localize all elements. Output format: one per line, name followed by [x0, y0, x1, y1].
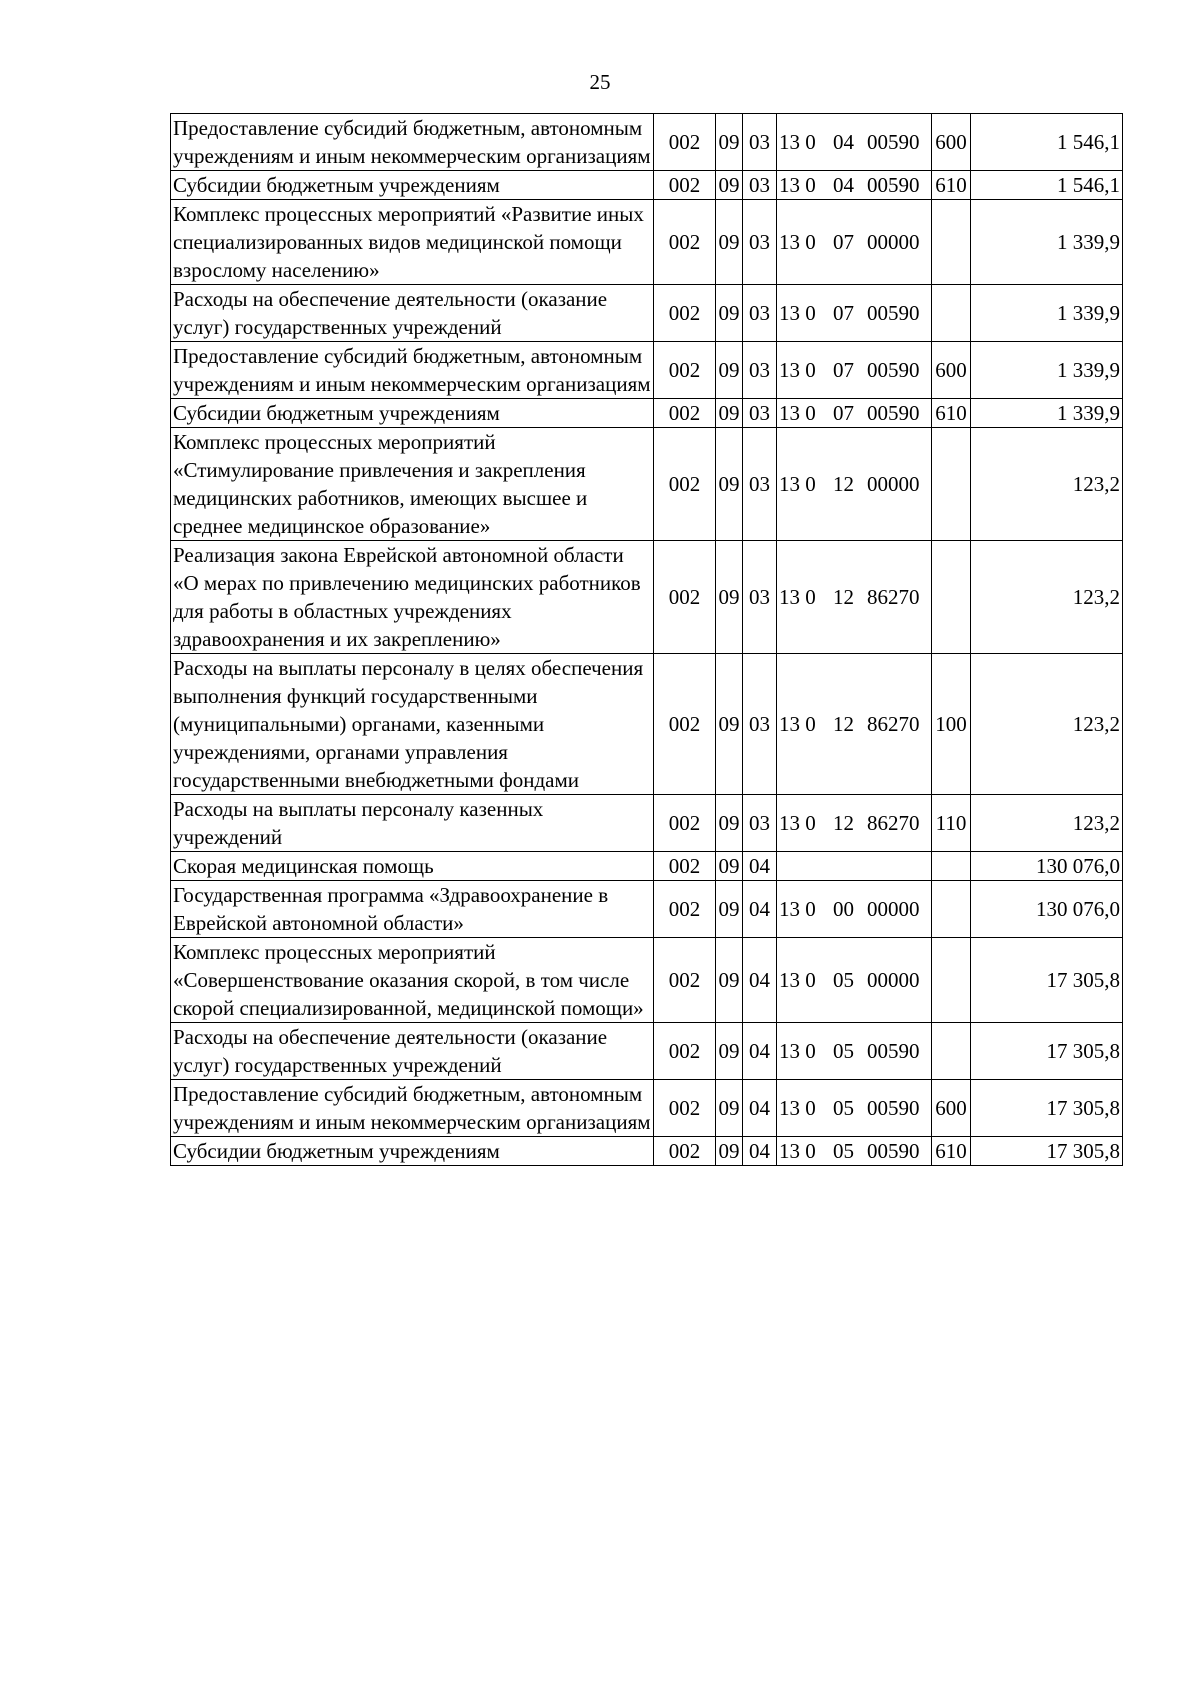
- amount: 123,2: [971, 428, 1123, 541]
- section-code: 09: [716, 285, 743, 342]
- csr-direction: 00590: [867, 1039, 920, 1063]
- target-article-code: [777, 1137, 932, 1166]
- csr-program: 13 0: [779, 1039, 816, 1063]
- csr-program: 13 0: [779, 230, 816, 254]
- subsection-code: 03: [743, 285, 777, 342]
- expense-type-code: 610: [932, 399, 971, 428]
- section-code: 09: [716, 342, 743, 399]
- expense-type-code: [932, 938, 971, 1023]
- amount: 17 305,8: [971, 938, 1123, 1023]
- csr-program: 13 0: [779, 173, 816, 197]
- target-article-code: [777, 852, 932, 881]
- csr-subprogram: 04: [833, 130, 854, 154]
- target-article-code: [777, 428, 932, 541]
- table-row: [171, 541, 1123, 654]
- table-row: [171, 342, 1123, 399]
- expense-name: Субсидии бюджетным учреждениям: [171, 399, 654, 428]
- expense-type-code: 600: [932, 114, 971, 171]
- expense-type-code: 100: [932, 654, 971, 795]
- csr-direction: 00000: [867, 472, 920, 496]
- ministry-code: 002: [654, 852, 716, 881]
- expense-name: Расходы на выплаты персоналу в целях обеспечения выполнения функций государственными (муниципальными) органами, казенными учреждениями, органами управления государственными внебюджетными фондами: [171, 654, 654, 795]
- csr-program: 13 0: [779, 130, 816, 154]
- target-article-code: [777, 171, 932, 200]
- table-row: [171, 654, 1123, 795]
- ministry-code: 002: [654, 399, 716, 428]
- csr-subprogram: 05: [833, 1096, 854, 1120]
- target-article-code: [777, 654, 932, 795]
- expense-name: Реализация закона Еврейской автономной области «О мерах по привлечению медицинских работников для работы в областных учреждениях здравоохранения и их закреплению»: [171, 541, 654, 654]
- expense-name: Комплекс процессных мероприятий «Стимулирование привлечения и закрепления медицинских работников, имеющих высшее и среднее медицинское образование»: [171, 428, 654, 541]
- subsection-code: 04: [743, 881, 777, 938]
- ministry-code: 002: [654, 171, 716, 200]
- expense-type-code: 110: [932, 795, 971, 852]
- budget-table: [170, 113, 1123, 1166]
- ministry-code: 002: [654, 795, 716, 852]
- expense-name: Предоставление субсидий бюджетным, автономным учреждениям и иным некоммерческим организациям: [171, 114, 654, 171]
- target-article-code: [777, 342, 932, 399]
- ministry-code: 002: [654, 1023, 716, 1080]
- amount: 17 305,8: [971, 1080, 1123, 1137]
- amount: 17 305,8: [971, 1023, 1123, 1080]
- table-row: [171, 171, 1123, 200]
- ministry-code: 002: [654, 938, 716, 1023]
- subsection-code: 03: [743, 200, 777, 285]
- section-code: 09: [716, 795, 743, 852]
- expense-type-code: [932, 1023, 971, 1080]
- amount: 1 546,1: [971, 171, 1123, 200]
- amount: 123,2: [971, 654, 1123, 795]
- expense-type-code: 600: [932, 342, 971, 399]
- csr-direction: 00590: [867, 173, 920, 197]
- csr-program: 13 0: [779, 1139, 816, 1163]
- csr-program: 13 0: [779, 897, 816, 921]
- csr-direction: 86270: [867, 712, 920, 736]
- amount: 1 339,9: [971, 200, 1123, 285]
- csr-program: 13 0: [779, 585, 816, 609]
- csr-direction: 00590: [867, 358, 920, 382]
- section-code: 09: [716, 1080, 743, 1137]
- csr-subprogram: 12: [833, 712, 854, 736]
- table-row: [171, 285, 1123, 342]
- csr-program: 13 0: [779, 358, 816, 382]
- csr-program: 13 0: [779, 712, 816, 736]
- amount: 130 076,0: [971, 852, 1123, 881]
- ministry-code: 002: [654, 200, 716, 285]
- target-article-code: [777, 1080, 932, 1137]
- subsection-code: 03: [743, 654, 777, 795]
- ministry-code: 002: [654, 114, 716, 171]
- expense-name: Расходы на обеспечение деятельности (оказание услуг) государственных учреждений: [171, 285, 654, 342]
- table-body: [171, 114, 1123, 1166]
- ministry-code: 002: [654, 285, 716, 342]
- amount: 1 339,9: [971, 285, 1123, 342]
- subsection-code: 03: [743, 541, 777, 654]
- section-code: 09: [716, 1137, 743, 1166]
- table-row: [171, 1023, 1123, 1080]
- expense-type-code: 600: [932, 1080, 971, 1137]
- table-row: [171, 1137, 1123, 1166]
- section-code: 09: [716, 399, 743, 428]
- table-row: [171, 881, 1123, 938]
- subsection-code: 03: [743, 428, 777, 541]
- table-row: [171, 114, 1123, 171]
- target-article-code: [777, 1023, 932, 1080]
- amount: 1 339,9: [971, 399, 1123, 428]
- csr-direction: 00000: [867, 897, 920, 921]
- target-article-code: [777, 114, 932, 171]
- csr-subprogram: 05: [833, 1039, 854, 1063]
- csr-direction: 00000: [867, 230, 920, 254]
- table-row: [171, 852, 1123, 881]
- subsection-code: 03: [743, 114, 777, 171]
- amount: 123,2: [971, 795, 1123, 852]
- table-row: [171, 428, 1123, 541]
- csr-subprogram: 00: [833, 897, 854, 921]
- expense-type-code: [932, 881, 971, 938]
- csr-subprogram: 07: [833, 401, 854, 425]
- section-code: 09: [716, 1023, 743, 1080]
- expense-type-code: [932, 200, 971, 285]
- subsection-code: 04: [743, 1137, 777, 1166]
- csr-subprogram: 12: [833, 585, 854, 609]
- ministry-code: 002: [654, 541, 716, 654]
- section-code: 09: [716, 881, 743, 938]
- csr-subprogram: 07: [833, 358, 854, 382]
- table-row: [171, 399, 1123, 428]
- ministry-code: 002: [654, 342, 716, 399]
- ministry-code: 002: [654, 881, 716, 938]
- expense-name: Расходы на выплаты персоналу казенных учреждений: [171, 795, 654, 852]
- subsection-code: 04: [743, 1023, 777, 1080]
- expense-name: Комплекс процессных мероприятий «Совершенствование оказания скорой, в том числе скорой специализированной, медицинской помощи»: [171, 938, 654, 1023]
- amount: 1 339,9: [971, 342, 1123, 399]
- csr-program: 13 0: [779, 811, 816, 835]
- csr-direction: 00590: [867, 1096, 920, 1120]
- target-article-code: [777, 399, 932, 428]
- table-row: [171, 795, 1123, 852]
- csr-subprogram: 12: [833, 472, 854, 496]
- csr-direction: 86270: [867, 585, 920, 609]
- csr-subprogram: 05: [833, 1139, 854, 1163]
- expense-type-code: 610: [932, 1137, 971, 1166]
- expense-type-code: [932, 541, 971, 654]
- expense-type-code: [932, 428, 971, 541]
- expense-name: Субсидии бюджетным учреждениям: [171, 171, 654, 200]
- csr-subprogram: 07: [833, 301, 854, 325]
- table-row: [171, 1080, 1123, 1137]
- expense-type-code: 610: [932, 171, 971, 200]
- section-code: 09: [716, 200, 743, 285]
- expense-name: Государственная программа «Здравоохранение в Еврейской автономной области»: [171, 881, 654, 938]
- table-row: [171, 200, 1123, 285]
- csr-subprogram: 05: [833, 968, 854, 992]
- target-article-code: [777, 285, 932, 342]
- csr-program: 13 0: [779, 401, 816, 425]
- subsection-code: 03: [743, 399, 777, 428]
- section-code: 09: [716, 114, 743, 171]
- csr-direction: 00000: [867, 968, 920, 992]
- csr-direction: 00590: [867, 301, 920, 325]
- expense-type-code: [932, 285, 971, 342]
- expense-name: Комплекс процессных мероприятий «Развитие иных специализированных видов медицинской помощи взрослому населению»: [171, 200, 654, 285]
- ministry-code: 002: [654, 1137, 716, 1166]
- expense-name: Скорая медицинская помощь: [171, 852, 654, 881]
- csr-program: 13 0: [779, 472, 816, 496]
- ministry-code: 002: [654, 1080, 716, 1137]
- subsection-code: 03: [743, 171, 777, 200]
- page-number: 25: [589, 70, 611, 94]
- subsection-code: 04: [743, 1080, 777, 1137]
- csr-program: 13 0: [779, 1096, 816, 1120]
- expense-type-code: [932, 852, 971, 881]
- target-article-code: [777, 541, 932, 654]
- csr-subprogram: 04: [833, 173, 854, 197]
- target-article-code: [777, 938, 932, 1023]
- expense-name: Расходы на обеспечение деятельности (оказание услуг) государственных учреждений: [171, 1023, 654, 1080]
- section-code: 09: [716, 938, 743, 1023]
- table-row: [171, 938, 1123, 1023]
- amount: 17 305,8: [971, 1137, 1123, 1166]
- amount: 123,2: [971, 541, 1123, 654]
- expense-name: Предоставление субсидий бюджетным, автономным учреждениям и иным некоммерческим организациям: [171, 1080, 654, 1137]
- section-code: 09: [716, 428, 743, 541]
- csr-direction: 00590: [867, 1139, 920, 1163]
- subsection-code: 04: [743, 852, 777, 881]
- csr-direction: 86270: [867, 811, 920, 835]
- section-code: 09: [716, 654, 743, 795]
- subsection-code: 03: [743, 342, 777, 399]
- section-code: 09: [716, 852, 743, 881]
- amount: 130 076,0: [971, 881, 1123, 938]
- csr-direction: 00590: [867, 401, 920, 425]
- csr-direction: 00590: [867, 130, 920, 154]
- target-article-code: [777, 795, 932, 852]
- ministry-code: 002: [654, 428, 716, 541]
- section-code: 09: [716, 171, 743, 200]
- section-code: 09: [716, 541, 743, 654]
- expense-name: Предоставление субсидий бюджетным, автономным учреждениям и иным некоммерческим организациям: [171, 342, 654, 399]
- subsection-code: 04: [743, 938, 777, 1023]
- target-article-code: [777, 200, 932, 285]
- ministry-code: 002: [654, 654, 716, 795]
- subsection-code: 03: [743, 795, 777, 852]
- csr-subprogram: 12: [833, 811, 854, 835]
- target-article-code: [777, 881, 932, 938]
- csr-program: 13 0: [779, 968, 816, 992]
- csr-subprogram: 07: [833, 230, 854, 254]
- amount: 1 546,1: [971, 114, 1123, 171]
- expense-name: Субсидии бюджетным учреждениям: [171, 1137, 654, 1166]
- csr-program: 13 0: [779, 301, 816, 325]
